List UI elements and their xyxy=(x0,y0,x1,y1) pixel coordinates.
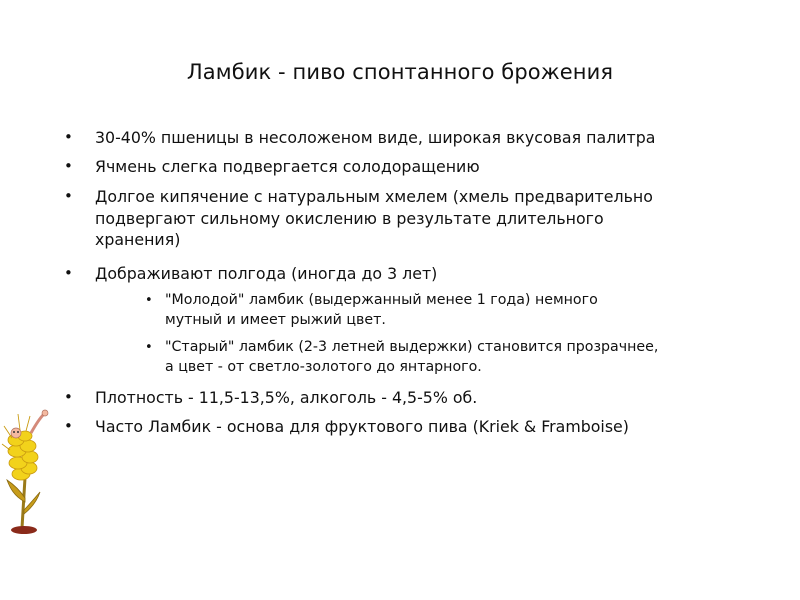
bullet-text: Ячмень слегка подвергается солодоращению xyxy=(95,157,480,176)
sub-bullet-text-line: "Старый" ламбик (2-3 летней выдержки) становится прозрачнее, xyxy=(165,339,659,355)
mascot-awn xyxy=(2,444,10,450)
sub-bullet-text-line: "Молодой" ламбик (выдержанный менее 1 года) немного xyxy=(165,292,598,308)
bullet-item xyxy=(64,416,629,438)
mascot-awn xyxy=(26,416,30,431)
bullet-text: Плотность - 11,5-13,5%, алкоголь - 4,5-5% об. xyxy=(95,388,478,407)
bullet-item xyxy=(64,156,480,178)
bullet-text-line: Долгое кипячение с натуральным хмелем (хмель предварительно xyxy=(95,187,653,206)
mascot-ground xyxy=(11,526,37,534)
slide-title: Ламбик - пиво спонтанного брожения xyxy=(186,60,614,84)
sub-bullet-text-line: а цвет - от светло-золотого до янтарного. xyxy=(165,358,482,375)
bullet-text: Дображивают полгода (иногда до 3 лет) xyxy=(95,264,438,283)
bullet-text-line: подвергают сильному окислению в результате длительного xyxy=(95,208,604,228)
bullet-item xyxy=(64,127,656,149)
bullet-item xyxy=(64,387,478,409)
mascot-arm xyxy=(31,414,44,433)
mascot-leaf xyxy=(24,492,40,514)
sub-bullet-item xyxy=(145,338,659,377)
sub-bullet-dot: • xyxy=(145,293,153,308)
sub-bullet-text-line: мутный и имеет рыжий цвет. xyxy=(165,311,386,328)
mascot-stem xyxy=(22,478,25,528)
bullet-dot: • xyxy=(64,187,73,205)
mascot-wheat-ear xyxy=(8,431,38,480)
sub-bullet-item xyxy=(145,291,598,330)
mascot-hand xyxy=(42,410,48,416)
bullet-dot: • xyxy=(64,157,73,175)
bullet-dot: • xyxy=(64,264,73,282)
sub-bullet-dot: • xyxy=(145,340,153,355)
bullet-item xyxy=(64,186,653,251)
wheat-mascot-icon xyxy=(0,400,56,540)
mascot-awn xyxy=(18,414,20,430)
bullet-dot: • xyxy=(64,388,73,406)
bullet-text-line: хранения) xyxy=(95,230,181,249)
mascot-leaf xyxy=(7,480,25,502)
bullet-text: Часто Ламбик - основа для фруктового пива (Kriek & Framboise) xyxy=(95,417,629,436)
bullet-dot: • xyxy=(64,417,73,435)
bullet-item xyxy=(64,263,438,285)
bullet-text: 30-40% пшеницы в несоложеном виде, широкая вкусовая палитра xyxy=(95,128,656,147)
bullet-dot: • xyxy=(64,128,73,146)
